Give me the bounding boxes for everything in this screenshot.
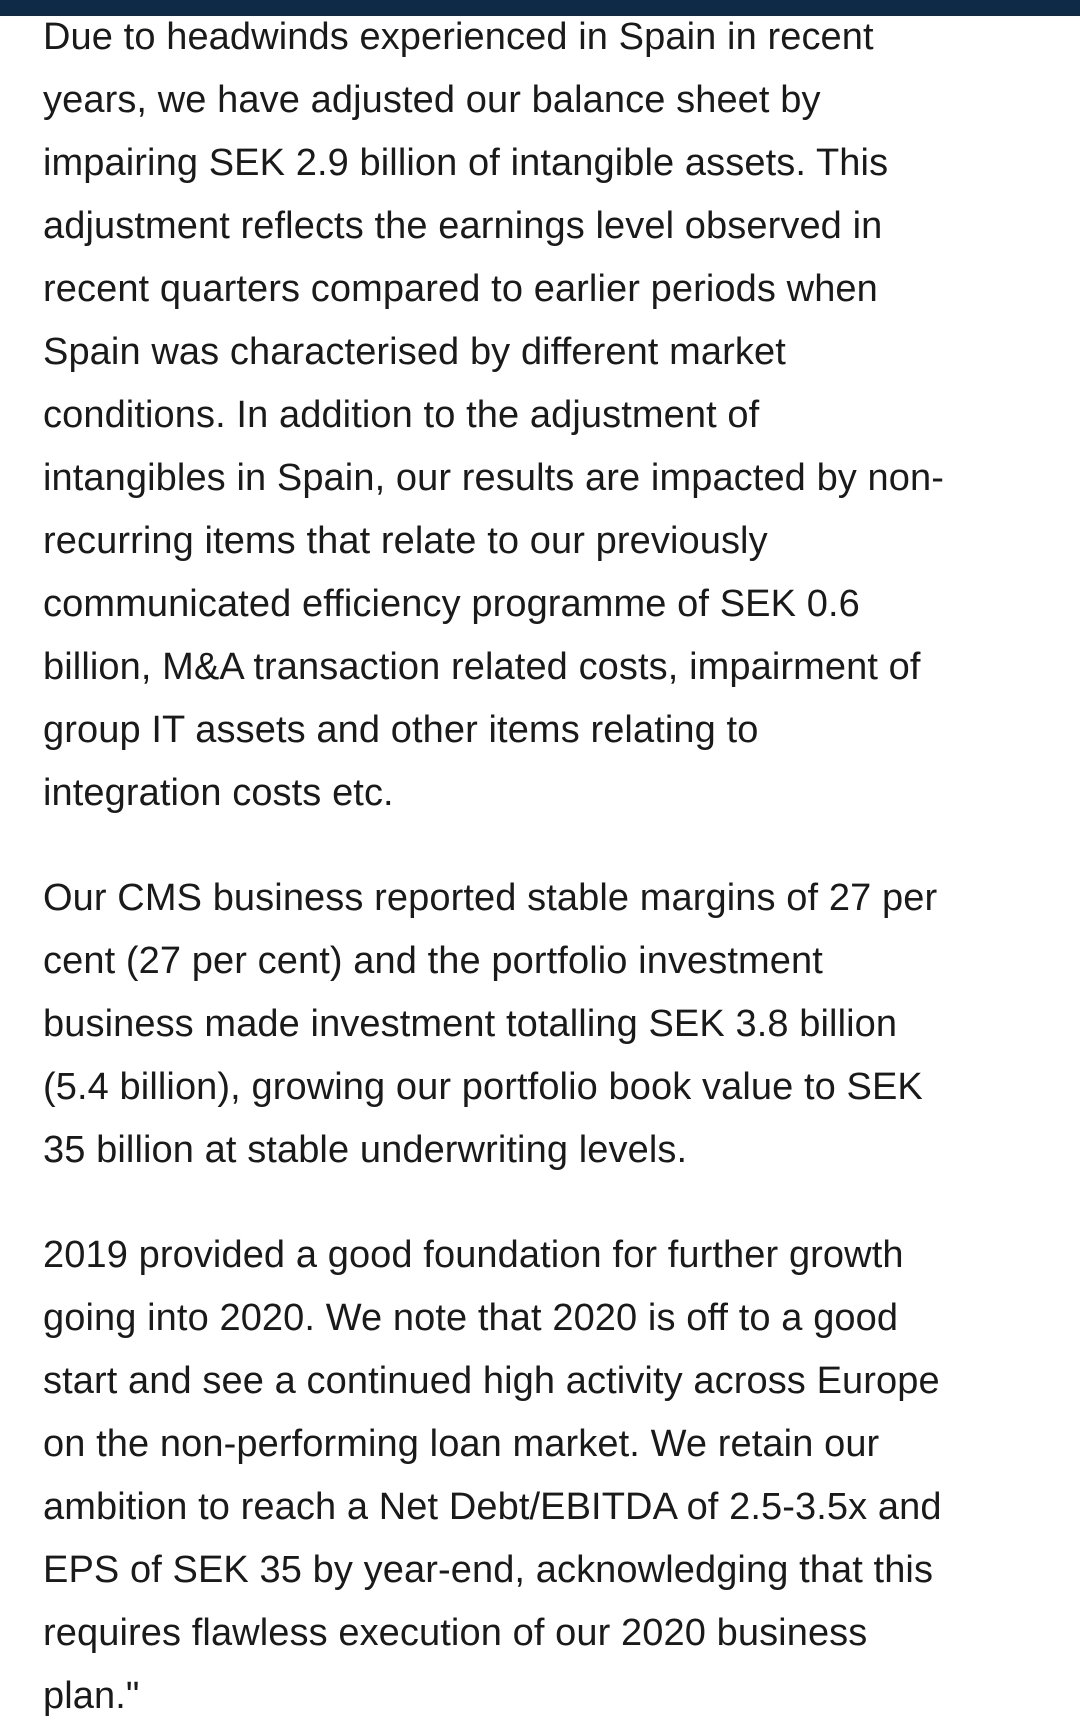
text-line: recurring items that relate to our previously — [43, 520, 768, 562]
text-line: 2019 provided a good foundation for further growth — [43, 1234, 904, 1276]
text-line: intangibles in Spain, our results are impacted by non- — [43, 457, 945, 499]
text-line: start and see a continued high activity across Europe — [43, 1360, 940, 1402]
article-body — [43, 6, 1043, 1728]
paragraph-outlook-2020 — [43, 1224, 1043, 1728]
paragraph-cms-business — [43, 867, 1043, 1182]
text-line: impairing SEK 2.9 billion of intangible assets. This — [43, 142, 889, 184]
text-line: on the non-performing loan market. We retain our — [43, 1423, 880, 1465]
text-line: communicated efficiency programme of SEK 0.6 — [43, 583, 860, 625]
text-line: (5.4 billion), growing our portfolio book value to SEK — [43, 1066, 923, 1108]
text-line: Our CMS business reported stable margins of 27 per — [43, 877, 938, 919]
text-line: recent quarters compared to earlier periods when — [43, 268, 878, 310]
text-line: 35 billion at stable underwriting levels. — [43, 1129, 688, 1171]
text-line: Spain was characterised by different market — [43, 331, 786, 373]
text-line: going into 2020. We note that 2020 is off to a good — [43, 1297, 899, 1339]
paragraph-spain-impairment — [43, 6, 1043, 825]
text-line: cent (27 per cent) and the portfolio investment — [43, 940, 823, 982]
text-line: billion, M&A transaction related costs, impairment of — [43, 646, 921, 688]
text-line: group IT assets and other items relating to — [43, 709, 759, 751]
text-line: Due to headwinds experienced in Spain in recent — [43, 16, 874, 58]
text-line: EPS of SEK 35 by year-end, acknowledging that this — [43, 1549, 934, 1591]
text-line: requires flawless execution of our 2020 business — [43, 1612, 868, 1654]
text-line: plan." — [43, 1675, 140, 1717]
text-line: business made investment totalling SEK 3.8 billion — [43, 1003, 898, 1045]
text-line: integration costs etc. — [43, 772, 394, 814]
text-line: ambition to reach a Net Debt/EBITDA of 2.5-3.5x and — [43, 1486, 942, 1528]
text-line: conditions. In addition to the adjustment of — [43, 394, 760, 436]
text-line: adjustment reflects the earnings level observed in — [43, 205, 883, 247]
text-line: years, we have adjusted our balance sheet by — [43, 79, 821, 121]
